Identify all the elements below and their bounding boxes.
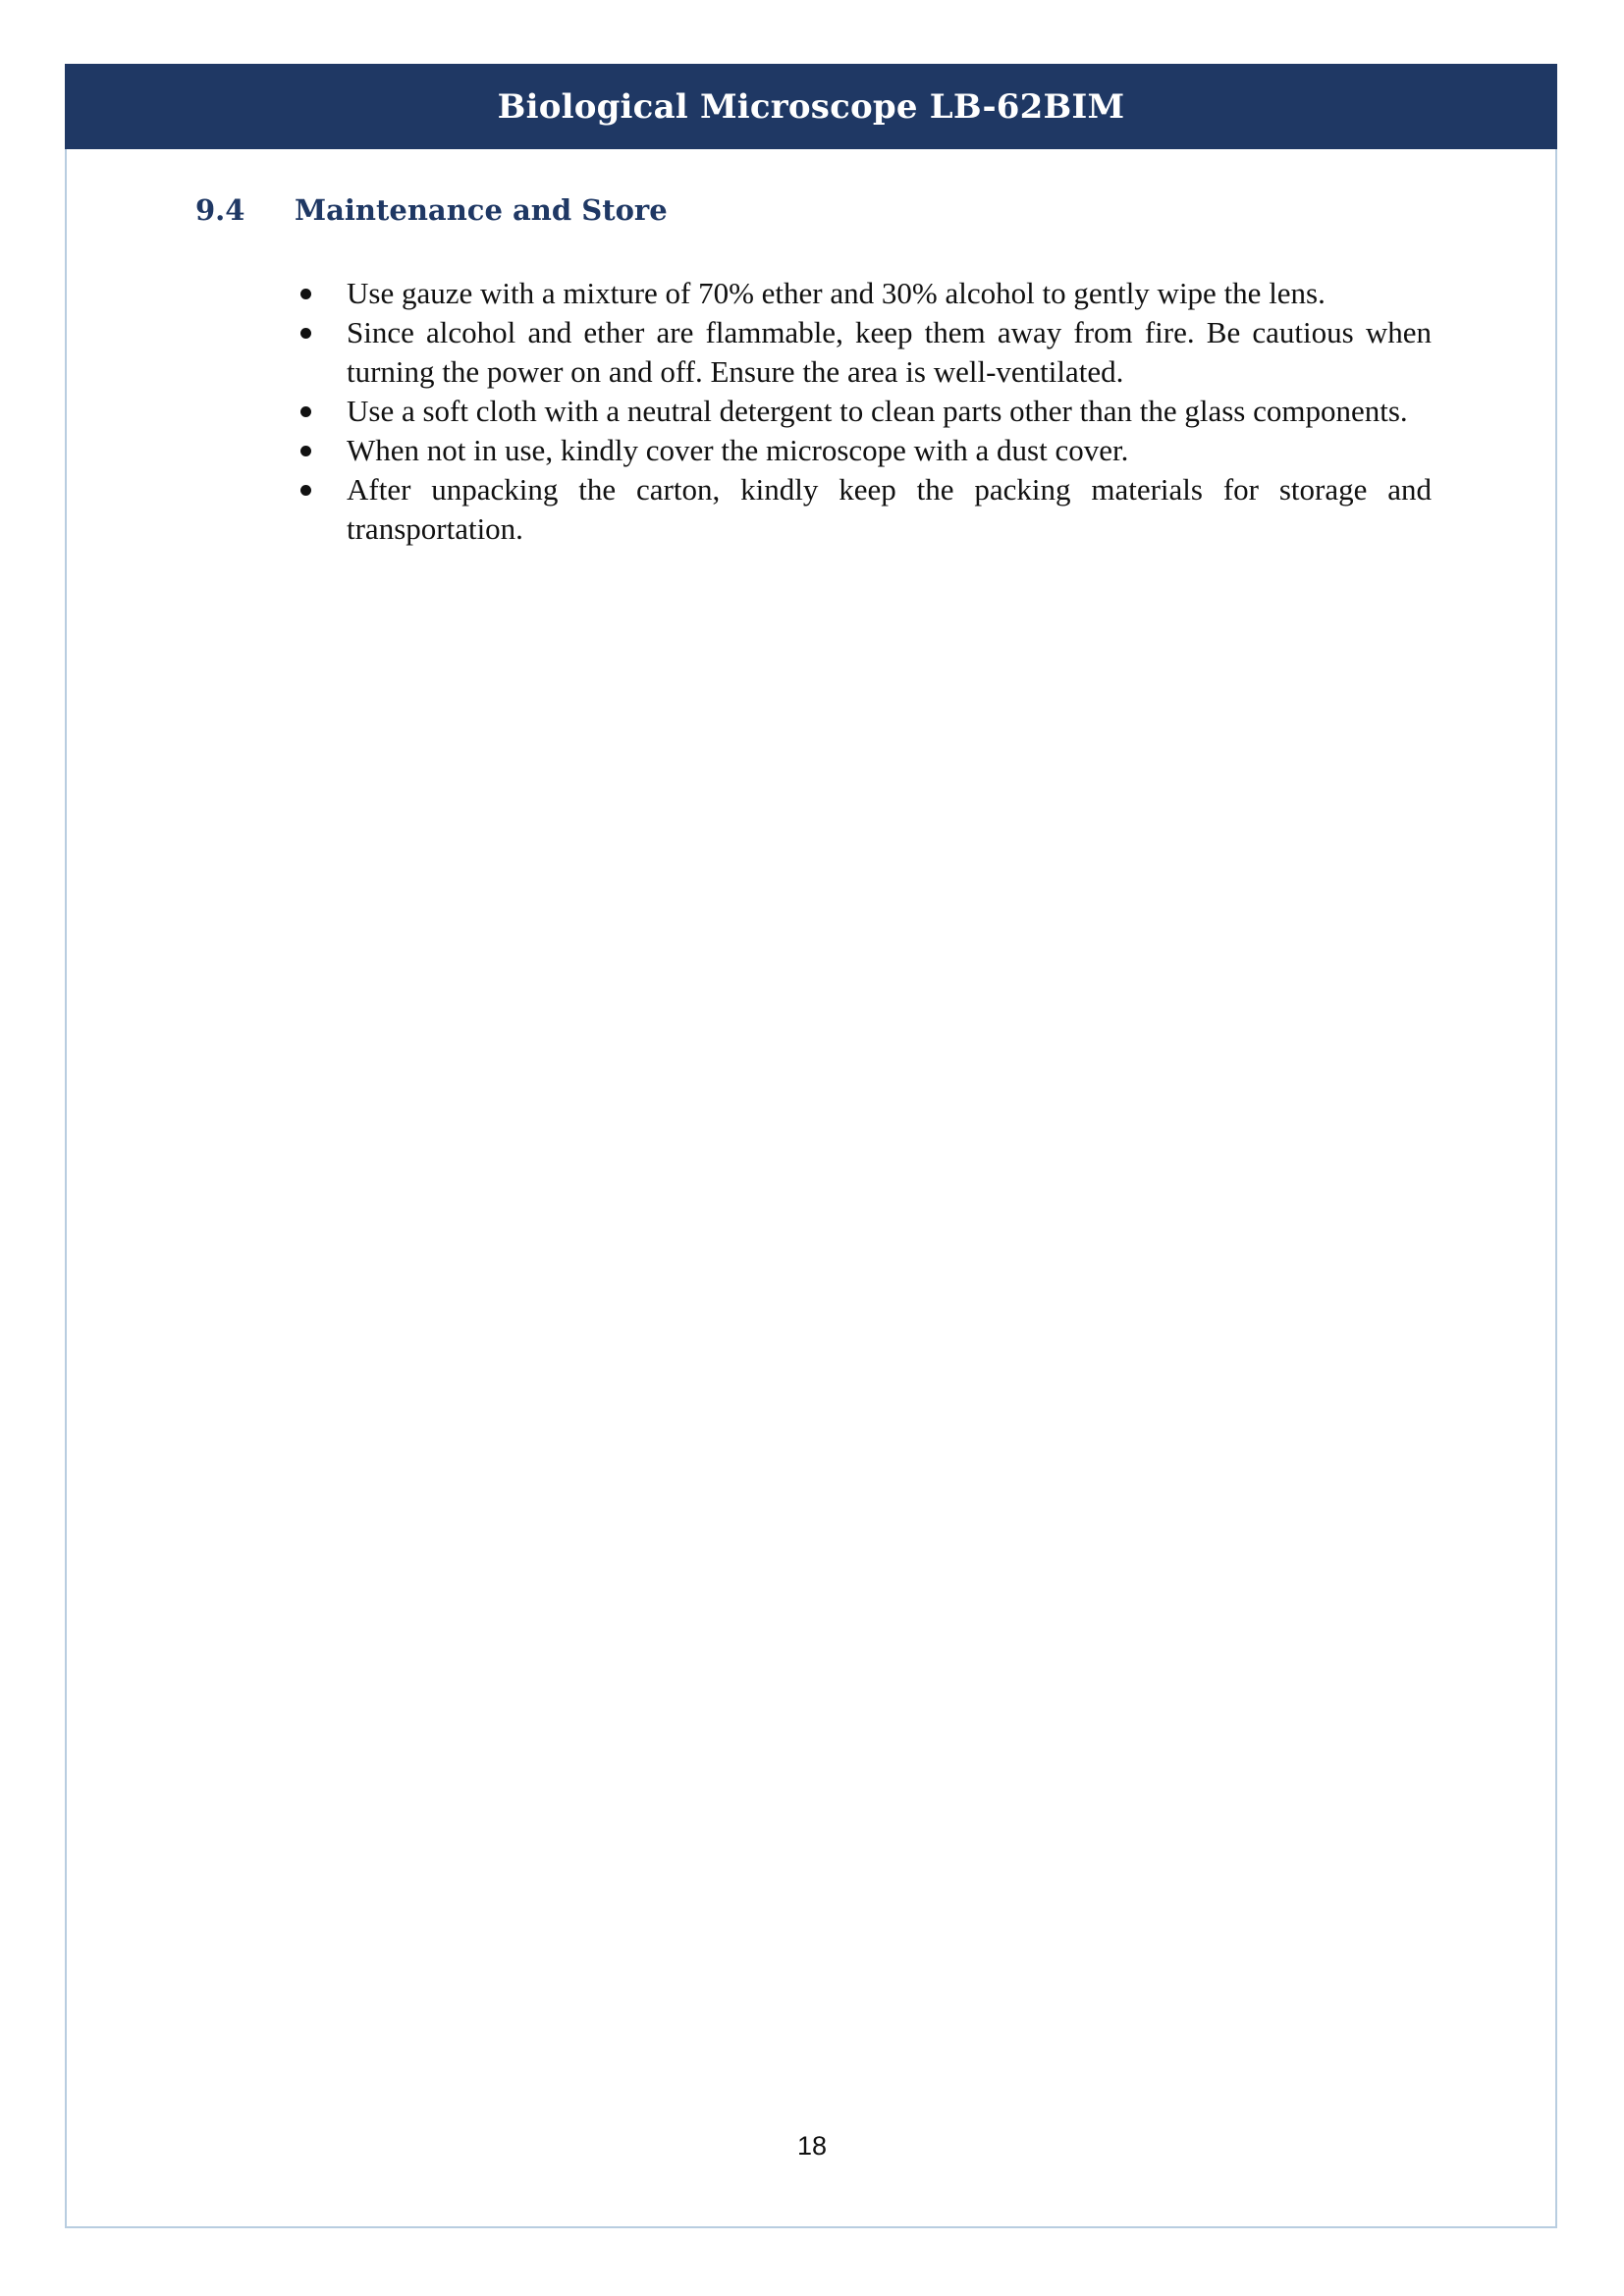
- list-item-text: Since alcohol and ether are flammable, keep them away from fire. Be cautious when turning the power on and off. Ensure the area is well-ventilated.: [347, 315, 1432, 389]
- section-title: Maintenance and Store: [295, 193, 668, 227]
- bullet-icon: [300, 485, 311, 496]
- list-item-text: Use gauze with a mixture of 70% ether and 30% alcohol to gently wipe the lens.: [347, 276, 1326, 310]
- list-item: [291, 274, 1432, 313]
- list-item: [291, 313, 1432, 392]
- list-item: [291, 392, 1432, 431]
- bullet-icon: [300, 289, 311, 299]
- section-heading: [195, 193, 668, 227]
- list-item-text: When not in use, kindly cover the microscope with a dust cover.: [347, 433, 1129, 467]
- list-item: [291, 431, 1432, 470]
- bullet-icon: [300, 328, 311, 339]
- maintenance-bullet-list: [291, 274, 1432, 549]
- list-item: [291, 470, 1432, 549]
- page-number: 18: [796, 2131, 828, 2161]
- bullet-icon: [300, 406, 311, 417]
- list-item-text: Use a soft cloth with a neutral detergent to clean parts other than the glass components.: [347, 394, 1408, 428]
- document-title: Biological Microscope LB-62BIM: [497, 86, 1125, 127]
- list-item-text: After unpacking the carton, kindly keep the packing materials for storage and transportation.: [347, 472, 1432, 546]
- section-number: 9.4: [195, 193, 245, 227]
- bullet-icon: [300, 446, 311, 456]
- document-header: [65, 64, 1557, 149]
